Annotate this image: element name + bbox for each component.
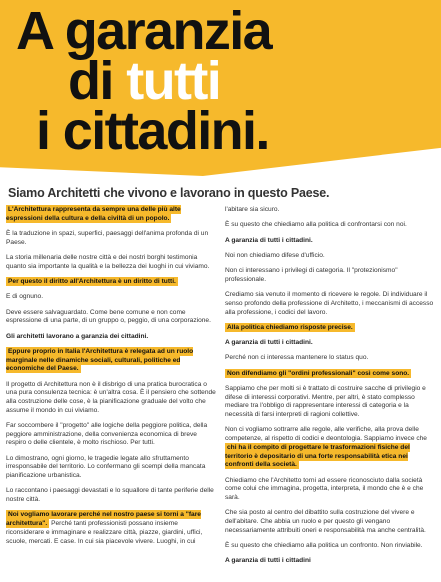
subtitle: Siamo Architetti che vivono e lavorano in questo Paese. (8, 186, 330, 200)
right-p12-pre: Non ci vogliamo sottrarre alle regole, alle verifiche, alla prova delle competenze, al rispetto di codici e deontologia. Sappiamo invece che (225, 426, 427, 443)
right-p8: A garanzia di tutti i cittadini. (225, 339, 313, 347)
right-p4: Noi non chiediamo difese d'ufficio. (225, 251, 325, 259)
right-p2: È su questo che chiediamo alla politica di confrontarsi con noi. (225, 221, 407, 229)
left-p5: E di ognuno. (6, 293, 44, 301)
left-p1-highlight: L'Architettura rappresenta da sempre una delle più alte espressioni della cultura e della civiltà di un popolo. (6, 206, 181, 222)
right-p11: Sappiamo che per molti si è trattato di costruire sacche di privilegio e difese di interessi corporativi. Mentre, per altri, è stato complesso mediare tra l'obbligo di rappresentare interessi di categoria e la necessità di farsi interpreti di ragioni collettive. (225, 385, 426, 419)
right-p12-highlight: chi ha il compito di progettare le trasformazioni fisiche del territorio è depositario di una forte responsabilità etica nei confronti della società. (225, 443, 410, 469)
right-p10 (225, 370, 437, 379)
right-p7-highlight: Alla politica chiediamo risposte precise. (227, 323, 353, 331)
left-p1 (6, 206, 216, 223)
right-p15: È su questo che chiediamo alla politica un confronto. Non rinviabile. (225, 542, 423, 549)
left-p8-highlight: Eppure proprio in Italia l'Architettura è relegata ad un ruolo marginale nelle dinamiche sociali, culturali, politiche ed economiche del Paese. (6, 347, 194, 373)
right-p1: l'abitare sia sicuro. (225, 206, 280, 213)
left-p6: Deve essere salvaguardato. Come bene comune e non come espressione di una parte, di un gruppo o, peggio, di una corporazione. (6, 308, 211, 325)
headline-line-1: A garanzia (16, 1, 272, 61)
left-p3: La storia millenaria delle nostre città e dei nostri borghi testimonia quanto sia importante la qualità e la bellezza dei luoghi in cui viviamo. (6, 254, 210, 270)
headline (16, 1, 436, 161)
right-p9: Perché non ci interessa mantenere lo status quo. (225, 354, 369, 362)
headline-line-3: i cittadini. (36, 101, 269, 161)
right-p12 (225, 426, 437, 470)
left-p13 (6, 511, 216, 546)
right-p14: Che sia posto al centro del dibattito sulla costruzione del vivere e dell'abitare. Che abbia un ruolo e per questo gli vengano necessariamente attribuiti oneri e responsabilità ma anche centralità. (225, 509, 426, 534)
left-p10: Far soccombere il "progetto" alle logiche della peggiore politica, della peggiore amministrazione, della convenienza economica di breve respiro o delle clientele, è molto rischioso. Per tutti. (6, 422, 208, 447)
left-p13-rest: Perché tanti professionisti possano insieme riconsiderare e immaginare e realizzare città, piazze, giardini, uffici, scuole, mercati. E case. In cui sia piacevole vivere. Luoghi, in cui (6, 520, 203, 545)
right-p16: A garanzia di tutti i cittadini (225, 557, 311, 565)
left-p13-highlight: Noi vogliamo lavorare perché nel nostro paese si torni a "fare architettura". (6, 511, 201, 528)
left-p8 (6, 348, 216, 374)
right-p5: Non ci interessano i privilegi di categoria. Il "protezionismo" professionale. (225, 267, 398, 283)
left-p4-highlight: Per questo il diritto all'Architettura è un diritto di tutti. (8, 278, 176, 285)
left-p12: Lo raccontano i paesaggi devastati e lo squallore di tante periferie delle nostre città. (6, 487, 214, 504)
right-p10-highlight: Non difendiamo gli "ordini professionali" così come sono. (227, 369, 410, 377)
right-column (225, 206, 437, 573)
headline-line-2a: di (68, 51, 127, 111)
headline-line-2 (16, 51, 436, 111)
right-p13: Chiediamo che l'Architetto torni ad essere riconosciuto dalla società come colui che immagina, progetta, interpreta, il mondo che è e che sarà. (225, 476, 424, 501)
left-p11: Lo dimostrano, ogni giorno, le tragedie legate allo sfruttamento irresponsabile del territorio. Lo confermano gli scempi della mancata pianificazione urbanistica. (6, 454, 206, 480)
left-p7: Gli architetti lavorano a garanzia dei cittadini. (6, 332, 149, 340)
right-p6: Crediamo sia venuto il momento di ricevere le regole. Di individuare il senso profondo della professione di Architetto, i meccanismi di accesso alla professione, i codici del lavoro. (225, 291, 434, 316)
right-p7 (225, 324, 437, 333)
headline-accent: tutti (126, 51, 221, 111)
left-p4 (6, 278, 216, 287)
left-p9: Il progetto di Architettura non è il disbrigo di una pratica burocratica o una pura consulenza tecnica: è un'altra cosa. È il pensiero che sottende alla costruzione delle cose, è la pianificazione graduale del volto che assume il mondo in cui viviamo. (6, 380, 216, 414)
left-p2: È la traduzione in spazi, superfici, paesaggi dell'anima profonda di un Paese. (6, 230, 209, 246)
right-p3: A garanzia di tutti i cittadini. (225, 236, 313, 244)
left-column (6, 206, 216, 553)
